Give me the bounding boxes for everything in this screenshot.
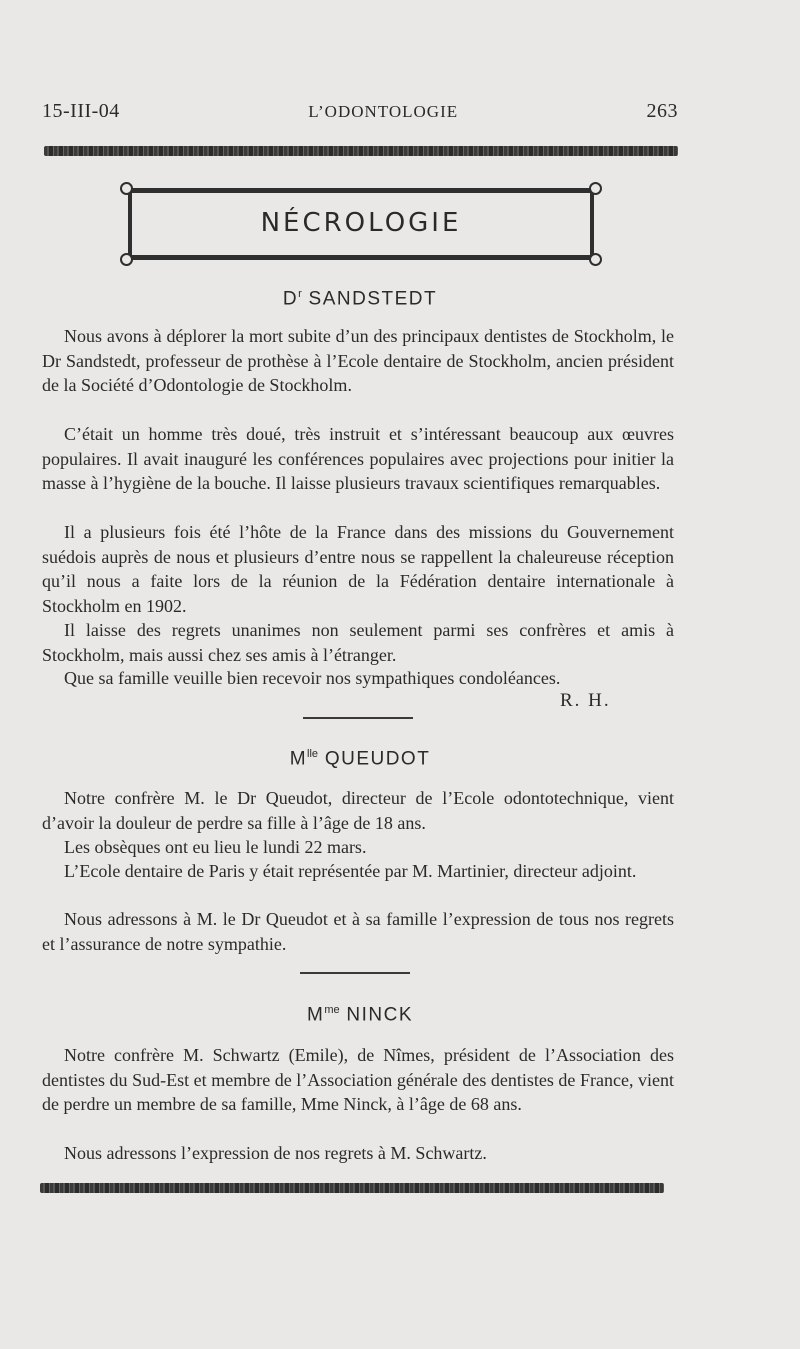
- paragraph: Les obsèques ont eu lieu le lundi 22 mars.: [64, 837, 367, 857]
- signature: R. H.: [560, 690, 611, 711]
- paragraph: Il a plusieurs fois été l’hôte de la France dans des missions du Gouvernement suédois auprès de nous et plusieurs d’entre nous se rappellent la chaleureuse réception qu’il nous a faite lors de la réunion de la Fédération dentaire internationale à Stockholm en 1902.: [42, 522, 674, 616]
- paragraph: L’Ecole dentaire de Paris y était représentée par M. Martinier, directeur adjoint.: [64, 861, 637, 881]
- paragraph: Nous avons à déplorer la mort subite d’un des principaux dentistes de Stockholm, le Dr Sandstedt, professeur de prothèse à l’Ecole dentaire de Stockholm, ancien président de la Société d’Odontologie de Stockholm.: [42, 326, 674, 395]
- top-ornamental-rule: [44, 146, 678, 156]
- obituary-name-sandstedt: $D^r$ SANDSTEDT: [282, 288, 438, 310]
- section-title: NÉCROLOGIE: [260, 208, 462, 238]
- page-number: 263: [646, 100, 678, 122]
- paragraph: C’était un homme très doué, très instruit et s’intéressant beaucoup aux œuvres populaires. Il avait inauguré les conférences populaires avec projections pour initier la masse à l’hygiène de la bouche. Il laisse plusieurs travaux scientifiques remarquables.: [42, 424, 674, 493]
- running-head: [42, 100, 678, 123]
- paragraph: Notre confrère M. le Dr Queudot, directeur de l’Ecole odontotechnique, vient d’avoir la douleur de perdre sa fille à l’âge de 18 ans.: [42, 788, 674, 833]
- paragraph: Que sa famille veuille bien recevoir nos sympathiques condoléances.: [64, 668, 561, 688]
- obituary-name-ninck: $M^{me}$ NINCK: [306, 1004, 413, 1026]
- separator-rule: [303, 717, 413, 719]
- section-title-frame: [124, 188, 598, 260]
- issue-date: 15-III-04: [42, 100, 120, 122]
- separator-rule: [300, 972, 410, 974]
- paragraph: Il laisse des regrets unanimes non seulement parmi ses confrères et amis à Stockholm, mais aussi chez ses amis à l’étranger.: [42, 620, 674, 665]
- paragraph: Notre confrère M. Schwartz (Emile), de Nîmes, président de l’Association des dentistes du Sud-Est et membre de l’Association générale des dentistes de France, vient de perdre un membre de sa famille, Mme Ninck, à l’âge de 68 ans.: [42, 1045, 674, 1114]
- paragraph: Nous adressons l’expression de nos regrets à M. Schwartz.: [64, 1143, 487, 1163]
- obituary-name-queudot: $M^{lle}$ QUEUDOT: [289, 748, 431, 770]
- paragraph: Nous adressons à M. le Dr Queudot et à sa famille l’expression de tous nos regrets et l’assurance de notre sympathie.: [42, 909, 674, 954]
- bottom-ornamental-rule: [40, 1183, 664, 1193]
- journal-title: L’ODONTOLOGIE: [308, 102, 459, 121]
